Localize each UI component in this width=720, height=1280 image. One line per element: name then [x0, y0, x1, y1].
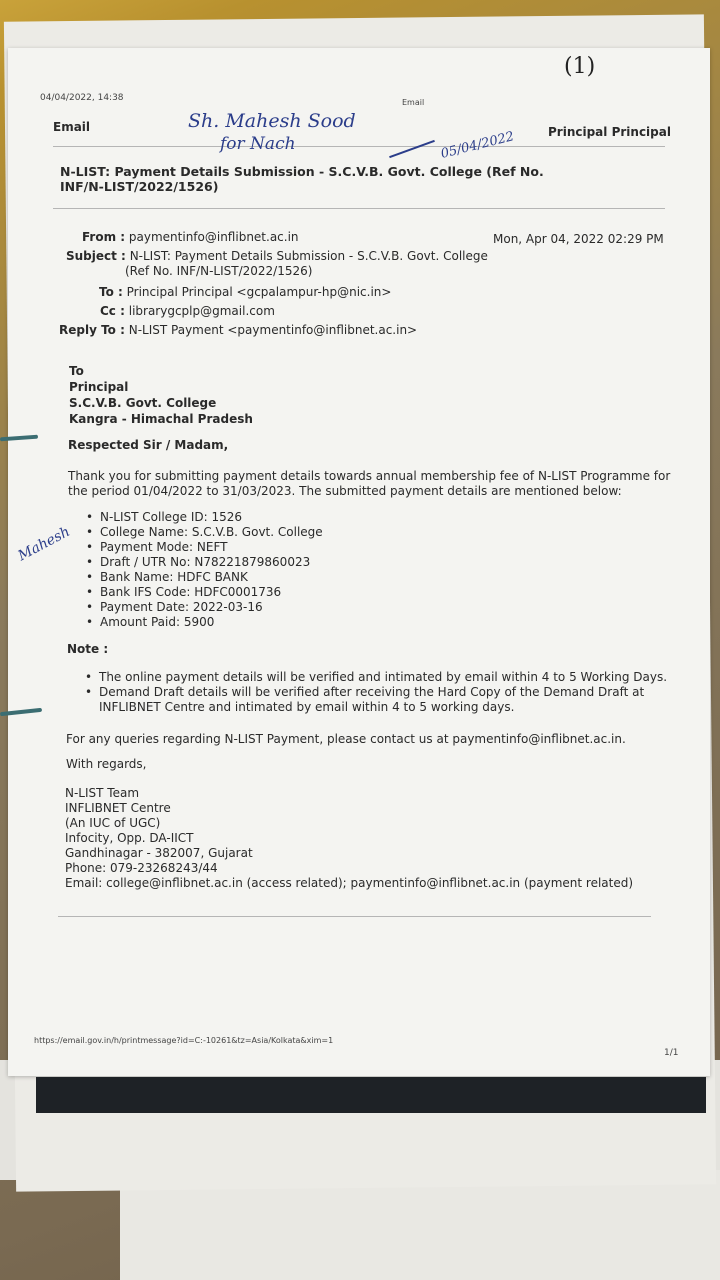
binder-strip: [36, 1077, 706, 1113]
from-address: paymentinfo@inflibnet.ac.in: [128, 230, 299, 244]
signature-line: (An IUC of UGC): [65, 816, 161, 830]
signature-line: INFLIBNET Centre: [65, 801, 171, 815]
margin-signature: Mahesh: [15, 523, 73, 565]
address-line: S.C.V.B. Govt. College: [69, 396, 217, 410]
handwritten-name: Sh. Mahesh Sood: [188, 110, 356, 132]
page-number-mark: (1): [564, 54, 596, 79]
subject-text: N-LIST: Payment Details Submission - S.C.V.B. Govt. College: [129, 249, 488, 263]
intro-line-2: the period 01/04/2022 to 31/03/2023. The submitted payment details are mentioned below:: [68, 484, 622, 498]
signature-line: Phone: 079-23268243/44: [65, 861, 218, 875]
account-name: Principal Principal: [548, 125, 671, 139]
handwritten-date: 05/04/2022: [439, 129, 516, 162]
from-label: From :: [82, 230, 126, 244]
title-divider: [53, 208, 665, 209]
signature-line: Gandhinagar - 382007, Gujarat: [65, 846, 253, 860]
printed-email-page: [8, 48, 710, 1076]
print-center-label: Email: [402, 98, 425, 107]
note-text-line2: INFLIBNET Centre and intimated by email within 4 to 5 working days.: [99, 700, 515, 714]
note-item: [83, 670, 667, 685]
salutation: Respected Sir / Madam,: [68, 438, 229, 452]
print-url: https://email.gov.in/h/printmessage?id=C:-10261&tz=Asia/Kolkata&xim=1: [34, 1036, 334, 1045]
handwritten-forward: for Nach: [220, 134, 296, 154]
address-line: Kangra - Himachal Pradesh: [69, 412, 253, 426]
notes-list: [83, 670, 667, 715]
from-row: [82, 230, 299, 244]
to-row: [99, 285, 391, 299]
note-label: Note :: [67, 642, 109, 656]
handwritten-initial-stroke: [389, 140, 435, 158]
recipient-address: [69, 363, 253, 427]
email-app-label: Email: [53, 120, 91, 134]
cc-address: librarygcplp@gmail.com: [128, 304, 275, 318]
note-text: Demand Draft details will be verified after receiving the Hard Copy of the Demand Draft at: [99, 685, 645, 699]
regards: With regards,: [66, 757, 147, 771]
signature-line: Infocity, Opp. DA-IICT: [65, 831, 194, 845]
detail-amount-paid: • Amount Paid: 5900: [84, 615, 323, 630]
queries-line: For any queries regarding N-LIST Payment, please contact us at paymentinfo@inflibnet.ac.in.: [66, 732, 626, 746]
print-timestamp: 04/04/2022, 14:38: [40, 93, 124, 103]
header-divider: [53, 146, 665, 147]
cc-row: [100, 304, 275, 318]
detail-payment-date: • Payment Date: 2022-03-16: [84, 600, 323, 615]
detail-college-id: • N-LIST College ID: 1526: [84, 510, 323, 525]
cc-label: Cc :: [100, 304, 125, 318]
address-line: Principal: [69, 380, 129, 394]
subject-label: Subject :: [66, 249, 126, 263]
detail-utr-no: • Draft / UTR No: N78221879860023: [84, 555, 323, 570]
subject-row: [66, 249, 488, 263]
detail-bank-name: • Bank Name: HDFC BANK: [84, 570, 323, 585]
to-label: To :: [99, 285, 123, 299]
email-date: Mon, Apr 04, 2022 02:29 PM: [493, 232, 664, 246]
detail-ifsc: • Bank IFS Code: HDFC0001736: [84, 585, 323, 600]
detail-college-name: • College Name: S.C.V.B. Govt. College: [84, 525, 323, 540]
print-page-count: 1/1: [664, 1048, 679, 1058]
note-item: [83, 685, 667, 715]
payment-details-list: [84, 510, 323, 630]
signature-line: N-LIST Team: [65, 786, 140, 800]
sender-signature-block: [65, 786, 633, 891]
replyto-address: N-LIST Payment <paymentinfo@inflibnet.ac.in>: [128, 323, 418, 337]
subject-title: N-LIST: Payment Details Submission - S.C.V.B. Govt. College (Ref No. INF/N-LIST/2022/1526): [60, 164, 544, 194]
note-text: The online payment details will be verified and intimated by email within 4 to 5 Working Days.: [99, 670, 668, 684]
replyto-label: Reply To :: [59, 323, 125, 337]
address-line: To: [69, 364, 84, 378]
intro-line-1: Thank you for submitting payment details towards annual membership fee of N-LIST Programme for: [68, 469, 671, 483]
replyto-row: [59, 323, 417, 337]
signature-line: Email: college@inflibnet.ac.in (access related); paymentinfo@inflibnet.ac.in (payment related): [65, 876, 634, 890]
detail-payment-mode: • Payment Mode: NEFT: [84, 540, 323, 555]
to-address: Principal Principal <gcpalampur-hp@nic.in>: [126, 285, 392, 299]
footer-divider: [58, 916, 651, 917]
subject-text-line2: (Ref No. INF/N-LIST/2022/1526): [125, 264, 313, 278]
